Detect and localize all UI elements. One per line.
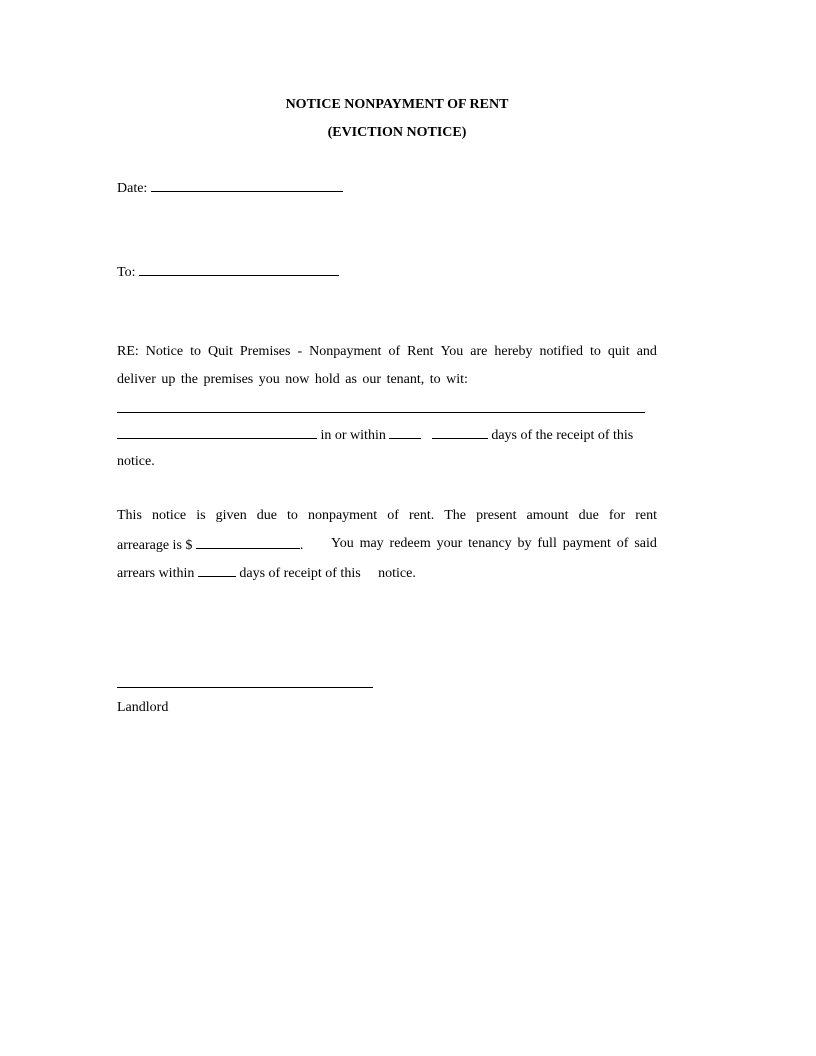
arrears-line-1-word: rent. [408, 508, 435, 523]
re-line-1-word: Premises [239, 344, 291, 359]
date-label: Date: [117, 181, 148, 196]
re-line-1-word: to [190, 344, 201, 359]
re-line-1-word: Notice [145, 344, 184, 359]
arrears-line-1-word: of [387, 508, 399, 523]
arrears-line-1-word: This [117, 508, 142, 523]
arrears-line-2 [117, 535, 657, 555]
landlord-label: Landlord [117, 700, 169, 715]
arrears-line-1-word: nonpayment [307, 508, 378, 523]
to-line [117, 262, 339, 282]
arrears-line-2-word: your [436, 536, 463, 551]
arrears-line-1-word: rent [635, 508, 657, 523]
re-line-1-word: Quit [208, 344, 233, 359]
arrears-line-2-content [117, 535, 657, 555]
arrears-line-3-b: days of receipt of this [239, 566, 361, 581]
signature-label-line [117, 699, 168, 717]
re-line-1-word: quit [607, 344, 630, 359]
re-line-1-word: - [297, 344, 303, 359]
re-line-1-words [117, 343, 657, 361]
arrears-line-2-word: You [331, 536, 354, 551]
arrears-line-3-a: arrears within [117, 566, 195, 581]
arrears-line-1-words [117, 507, 657, 525]
arrears-line-3-c: notice. [378, 566, 416, 581]
arrears-line-3 [117, 563, 416, 583]
re-line-1-word: Rent [407, 344, 434, 359]
notice-end-line [117, 453, 155, 471]
arrears-line-1-word: due [578, 508, 599, 523]
premises-blank-2[interactable] [117, 425, 317, 439]
re-line-1-word: RE: [117, 344, 139, 359]
arrears-line-1-word: notice [151, 508, 187, 523]
re-line-1 [117, 343, 657, 361]
arrears-line-1-word: for [608, 508, 626, 523]
within-line [117, 425, 633, 445]
arrears-line-2-word: may [359, 536, 384, 551]
notice-subtitle: (EVICTION NOTICE) [327, 125, 467, 140]
arrears-line-2-word: said [634, 536, 657, 551]
within-blank-1[interactable] [389, 425, 421, 439]
to-label: To: [117, 265, 136, 280]
re-line-1-word: and [636, 344, 657, 359]
arrears-line-1-word: is [196, 508, 206, 523]
re-line-1-word: notified [539, 344, 584, 359]
re-line-1-word: to [590, 344, 601, 359]
arrears-line-2-word: payment [562, 536, 611, 551]
re-line-2-text: deliver up the premises you now hold as our tenant, to wit: [117, 372, 468, 387]
re-line-1-word: You [440, 344, 464, 359]
re-line-2 [117, 371, 468, 389]
arrears-line-1-word: to [287, 508, 298, 523]
premises-blank[interactable] [117, 412, 645, 413]
re-line-1-word: Nonpayment [309, 344, 382, 359]
to-blank[interactable] [139, 262, 339, 276]
re-line-1-word: of [388, 344, 401, 359]
arrears-line-1-word: The [444, 508, 467, 523]
date-line [117, 178, 343, 198]
arrears-line-2-word: redeem [389, 536, 431, 551]
signature-line[interactable] [117, 687, 373, 688]
within-blank-2[interactable] [432, 425, 488, 439]
re-line-1-word: are [470, 344, 488, 359]
arrears-line-1 [117, 507, 657, 525]
re-line-1-word: hereby [494, 344, 533, 359]
arrears-line-1-word: amount [526, 508, 569, 523]
date-blank[interactable] [151, 178, 343, 192]
arrears-line-1-word: present [476, 508, 517, 523]
within-text-a: in or within [320, 428, 386, 443]
arrears-line-2-b [331, 535, 657, 555]
arrears-line-1-word: given [215, 508, 247, 523]
arrears-line-2-word: full [537, 536, 557, 551]
notice-title: NOTICE NONPAYMENT OF RENT [285, 97, 509, 112]
amount-blank[interactable] [196, 535, 300, 549]
days-blank[interactable] [198, 563, 236, 577]
arrearage-label: arrearage is $ [117, 538, 193, 553]
arrears-line-2-word: by [517, 536, 532, 551]
within-text-b: days of the receipt of this [491, 428, 634, 443]
arrears-line-2-word: tenancy [468, 536, 512, 551]
notice-end: notice. [117, 454, 155, 469]
arrears-line-1-word: due [256, 508, 277, 523]
arrears-line-2-a: arrearage is $ . [117, 535, 303, 555]
arrears-line-2-word: of [616, 536, 629, 551]
